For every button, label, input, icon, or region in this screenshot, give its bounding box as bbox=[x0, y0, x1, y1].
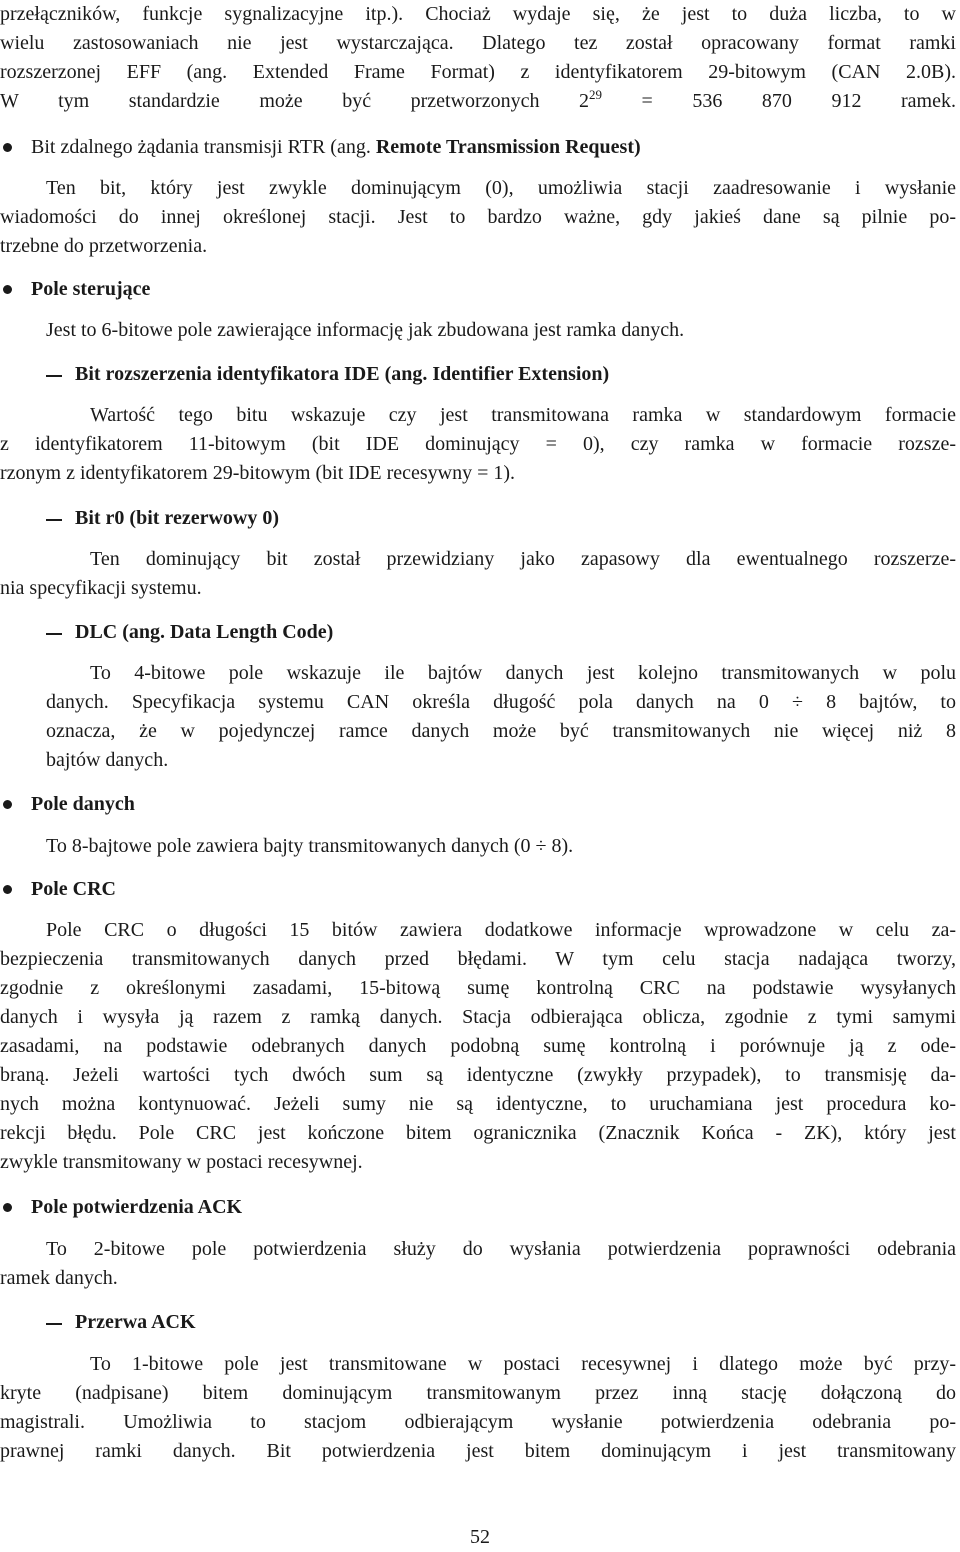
text-line: braną. Jeżeli wartości tych dwóch sum są identyczne (zwykły przypadek), to transmisję da- bbox=[0, 1064, 956, 1086]
ack-gap-paragraph bbox=[0, 1350, 956, 1466]
text-line: prawnej ramki danych. Bit potwierdzenia jest bitem dominującym i jest transmitowany bbox=[0, 1440, 956, 1462]
rtr-paragraph bbox=[0, 174, 956, 203]
text-line: bezpieczenia transmitowanych danych przed błędami. W tym celu stacja nadająca tworzy, bbox=[0, 948, 956, 970]
text-line: rekcji błędu. Pole CRC jest kończone bitem ogranicznika (Znacznik Końca - ZK), który jest bbox=[0, 1122, 956, 1144]
text-line: Wartość tego bitu wskazuje czy jest transmitowana ramka w standardowym formacie bbox=[90, 404, 956, 426]
text-line: przełączników, funkcje sygnalizacyjne itp.). Chociaż wydaje się, że jest to duża liczba, to w bbox=[0, 3, 956, 25]
dash-icon bbox=[46, 519, 62, 521]
bullet-icon bbox=[3, 285, 12, 294]
dash-icon bbox=[46, 375, 62, 377]
text-line: W tym standardzie może być przetworzonych $2^{29} = 536$ 870 912 ramek. bbox=[0, 87, 956, 112]
bullet-heading-data bbox=[0, 790, 956, 819]
heading-text: DLC (ang. Data Length Code) bbox=[75, 621, 334, 643]
text-line: danych. Specyfikacja systemu CAN określa długość pola danych na 0 ÷ 8 bajtów, to bbox=[46, 691, 956, 713]
bullet-heading-crc bbox=[0, 875, 956, 904]
bullet-icon bbox=[3, 885, 12, 894]
text-line: z identyfikatorem 11-bitowym (bit IDE dominujący = 0), czy ramka w formacie rozsze- bbox=[0, 433, 956, 455]
text-line: zwykle transmitowany w postaci recesywnej. bbox=[0, 1151, 363, 1173]
heading-text: Pole sterujące bbox=[31, 278, 151, 300]
dash-heading-r0 bbox=[0, 504, 956, 533]
dash-heading-ide bbox=[0, 360, 956, 389]
crc-paragraph bbox=[0, 916, 956, 1177]
page-number: 52 bbox=[470, 1526, 490, 1548]
dash-heading-dlc bbox=[0, 618, 956, 647]
text-line: To 8-bajtowe pole zawiera bajty transmitowanych danych (0 ÷ 8). bbox=[46, 835, 574, 857]
ack-paragraph bbox=[0, 1235, 956, 1293]
text-line: nych można kontynuować. Jeżeli sumy nie są identyczne, to uruchamiana jest procedura ko- bbox=[0, 1093, 956, 1115]
control-paragraph bbox=[0, 316, 956, 345]
heading-term: Remote Transmission Request) bbox=[375, 136, 641, 158]
heading-text: Bit r0 (bit rezerwowy 0) bbox=[75, 507, 280, 529]
text-line: To 4-bitowe pole wskazuje ile bajtów danych jest kolejno transmitowanych w polu bbox=[90, 662, 956, 684]
bullet-icon bbox=[3, 800, 12, 809]
text-line: zgodnie z określonymi zasadami, 15-bitową sumę kontrolną CRC na podstawie wysyłanych bbox=[0, 977, 956, 999]
text-line: Jest to 6-bitowe pole zawierające informację jak zbudowana jest ramka danych. bbox=[46, 319, 685, 341]
heading-text: Pole danych bbox=[31, 793, 135, 815]
ide-paragraph bbox=[0, 401, 956, 488]
text-line: To 1-bitowe pole jest transmitowane w postaci recesywnej i dlatego może być przy- bbox=[90, 1353, 956, 1375]
heading-text: Bit zdalnego żądania transmisji RTR (ang. bbox=[31, 136, 376, 158]
bullet-heading-control bbox=[0, 275, 956, 304]
text-line: trzebne do przetworzenia. bbox=[0, 235, 208, 257]
text-line: wielu zastosowaniach nie jest wystarczająca. Dlatego tez został opracowany format ramki bbox=[0, 32, 956, 54]
text-line: zasadami, na podstawie odebranych danych podobną sumę kontrolną i porównuje ją z ode- bbox=[0, 1035, 956, 1057]
dash-icon bbox=[46, 633, 62, 635]
text-line: rozszerzonej EFF (ang. Extended Frame Format) z identyfikatorem 29-bitowym (CAN 2.0B). bbox=[0, 61, 956, 83]
bullet-heading-ack bbox=[0, 1193, 956, 1222]
dash-icon bbox=[46, 1323, 62, 1325]
text-line: rzonym z identyfikatorem 29-bitowym (bit IDE recesywny = 1). bbox=[0, 462, 516, 484]
text-line: danych i wysyła ją razem z ramką danych. Stacja odbierająca oblicza, zgodnie z tymi samymi bbox=[0, 1006, 956, 1028]
bullet-icon bbox=[3, 143, 12, 152]
heading-text: Przerwa ACK bbox=[75, 1311, 196, 1333]
text-line: nia specyfikacji systemu. bbox=[0, 577, 202, 599]
r0-paragraph bbox=[0, 545, 956, 603]
bullet-icon bbox=[3, 1203, 12, 1212]
text-line: kryte (nadpisane) bitem dominującym transmitowanym przez inną stację dołączoną do bbox=[0, 1382, 956, 1404]
text-line: magistrali. Umożliwia to stacjom odbierającym wysłanie potwierdzenia odebrania po- bbox=[0, 1411, 956, 1433]
text-line: Ten dominujący bit został przewidziany jako zapasowy dla ewentualnego rozszerze- bbox=[90, 548, 956, 570]
heading-text: Pole CRC bbox=[31, 878, 116, 900]
intro-paragraph bbox=[0, 0, 956, 116]
heading-text: Pole potwierdzenia ACK bbox=[31, 1196, 243, 1218]
text-line: Pole CRC o długości 15 bitów zawiera dodatkowe informacje wprowadzone w celu za- bbox=[46, 919, 956, 941]
exponent: 29 bbox=[589, 87, 602, 102]
heading-text: Bit rozszerzenia identyfikatora IDE (ang. Identifier Extension) bbox=[75, 363, 610, 385]
rtr-paragraph-cont bbox=[0, 203, 956, 261]
dash-heading-ack-gap bbox=[0, 1308, 956, 1337]
text-line: wiadomości do innej określonej stacji. Jest to bardzo ważne, gdy jakieś dane są pilnie po- bbox=[0, 206, 956, 228]
data-paragraph bbox=[0, 832, 956, 861]
dlc-paragraph bbox=[0, 659, 956, 775]
text-line: bajtów danych. bbox=[46, 749, 169, 771]
text-line: Ten bit, który jest zwykle dominującym (0), umożliwia stacji zaadresowanie i wysłanie bbox=[46, 177, 956, 199]
text-line: ramek danych. bbox=[0, 1267, 118, 1289]
text-line: oznacza, że w pojedynczej ramce danych może być transmitowanych nie więcej niż 8 bbox=[46, 720, 956, 742]
text-line: To 2-bitowe pole potwierdzenia służy do wysłania potwierdzenia poprawności odebrania bbox=[46, 1238, 956, 1260]
bullet-heading-rtr bbox=[0, 133, 956, 162]
